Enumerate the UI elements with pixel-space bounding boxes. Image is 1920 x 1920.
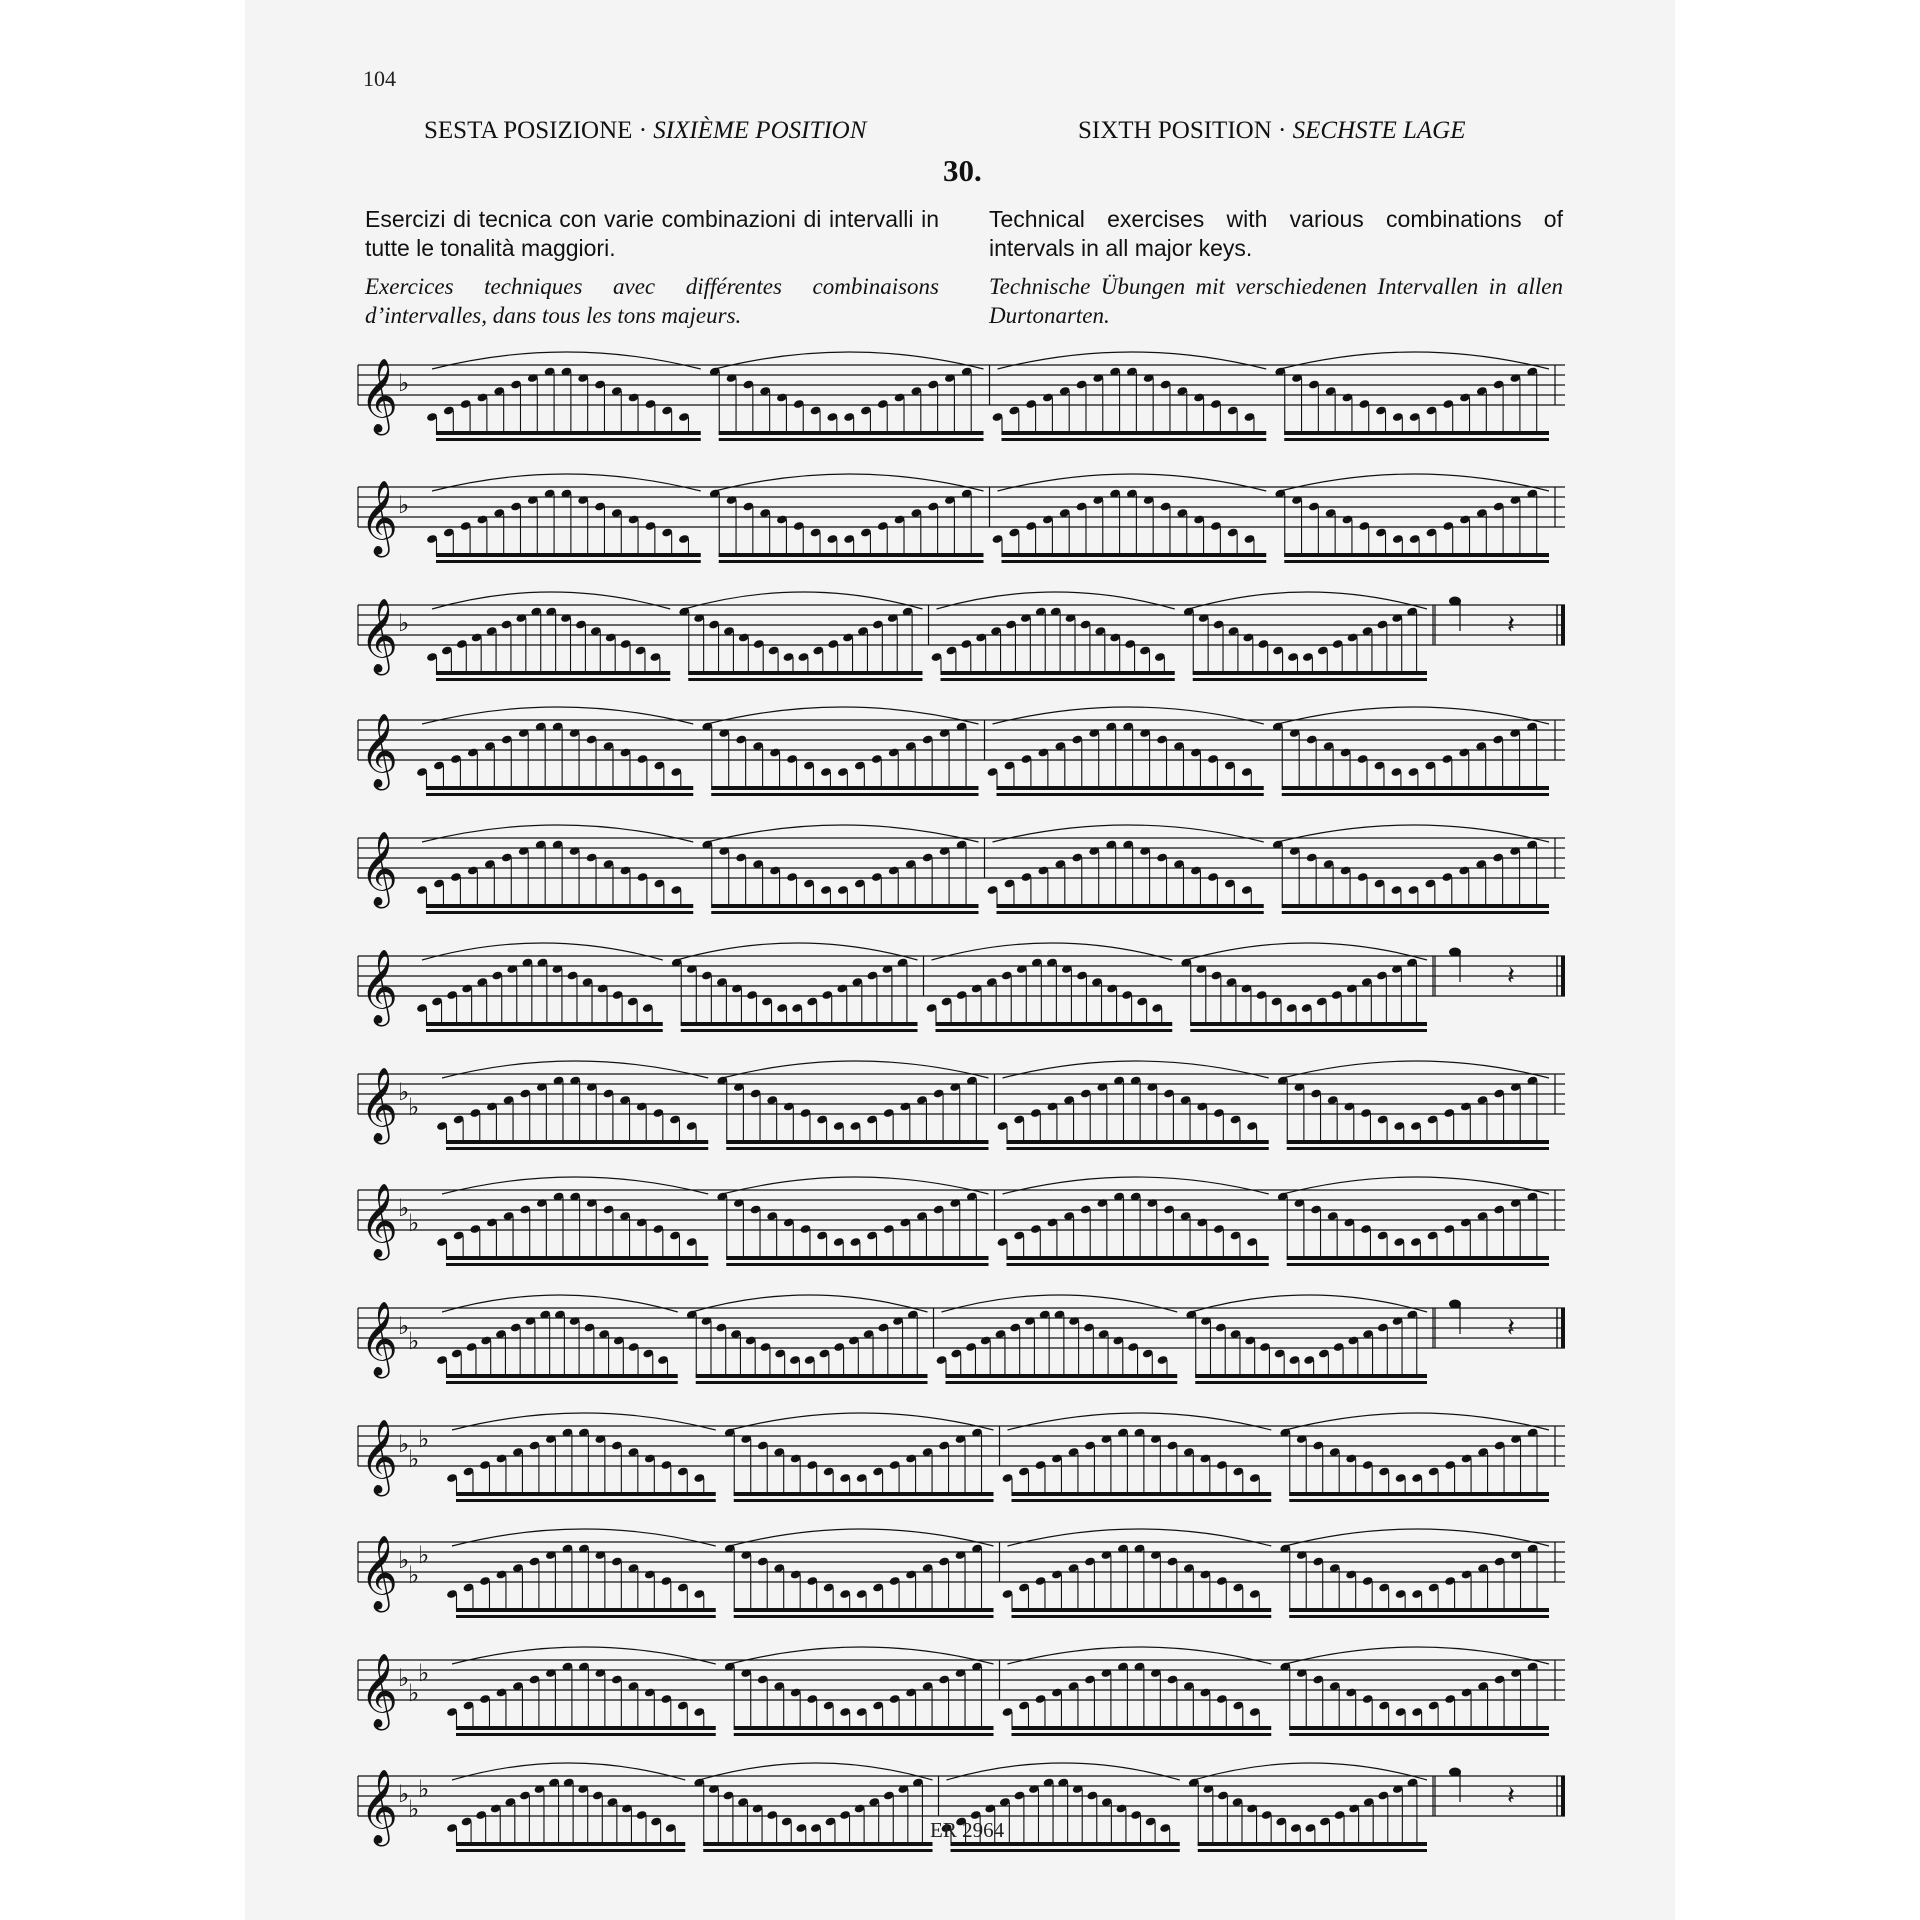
beam: [456, 1499, 716, 1502]
slur: [432, 474, 701, 491]
beam: [426, 904, 693, 908]
beam: [1287, 1263, 1549, 1266]
beam: [711, 904, 978, 908]
beam: [446, 1263, 708, 1266]
treble-clef-icon: 𝄞: [360, 950, 398, 1024]
beam: [446, 1374, 678, 1378]
flat-icon: ♭: [398, 1664, 410, 1692]
slur: [677, 943, 918, 960]
beam: [1012, 1615, 1272, 1618]
flat-icon: ♭: [418, 1775, 430, 1803]
flat-icon: ♭: [408, 1209, 420, 1237]
beam: [726, 1263, 988, 1266]
slur: [730, 1647, 994, 1664]
final-barline-thick: [1561, 605, 1565, 645]
exercise-number: 30.: [943, 153, 982, 188]
beam: [1190, 1022, 1427, 1026]
beam: [696, 1374, 928, 1378]
flat-icon: ♭: [398, 491, 410, 519]
slur: [1008, 1529, 1272, 1546]
slur: [1278, 707, 1549, 724]
beam: [1289, 1615, 1549, 1618]
beam: [734, 1726, 994, 1730]
footer-code: ER 2964: [930, 1818, 1005, 1842]
treble-clef-icon: 𝄞: [360, 481, 398, 555]
slur: [684, 592, 922, 609]
beam: [719, 431, 984, 435]
beam: [436, 671, 670, 675]
beam: [446, 1256, 708, 1260]
description-french: Exercices techniques avec différentes combinaisons d’intervalles, dans tous les tons majeurs.: [365, 274, 939, 328]
slur: [452, 1763, 685, 1780]
slur: [707, 707, 978, 724]
treble-clef-icon: 𝄞: [360, 832, 398, 906]
beam: [1012, 1608, 1272, 1612]
beam: [1007, 1263, 1269, 1266]
slur: [452, 1413, 716, 1430]
slur: [442, 1295, 678, 1312]
slur: [993, 707, 1264, 724]
beam: [1002, 431, 1267, 435]
beam: [936, 1029, 1173, 1032]
slur: [699, 1763, 932, 1780]
slur: [993, 825, 1264, 842]
beam: [1287, 1256, 1549, 1260]
beam: [1282, 793, 1549, 796]
slur: [1285, 1529, 1549, 1546]
beam: [711, 786, 978, 790]
quarter-rest-icon: 𝄽: [1507, 1313, 1515, 1343]
beam: [1190, 1029, 1427, 1032]
slur: [730, 1529, 994, 1546]
slur: [452, 1529, 716, 1546]
final-barline-thick: [1561, 1308, 1565, 1348]
treble-clef-icon: 𝄞: [360, 1420, 398, 1494]
beam: [1282, 911, 1549, 914]
slur: [715, 352, 984, 369]
heading-separator: ·: [1271, 117, 1293, 144]
beam: [456, 1842, 685, 1846]
slur: [730, 1413, 994, 1430]
beam: [456, 1733, 716, 1736]
treble-clef-icon: 𝄞: [360, 599, 398, 673]
slur: [1285, 1647, 1549, 1664]
quarter-rest-icon: 𝄽: [1507, 961, 1515, 991]
quarter-rest-icon: 𝄽: [1507, 610, 1515, 640]
beam: [436, 678, 670, 681]
slur: [1194, 1763, 1427, 1780]
beam: [1002, 560, 1267, 563]
slur: [452, 1647, 716, 1664]
beam: [734, 1492, 994, 1496]
beam: [734, 1733, 994, 1736]
beam: [941, 678, 1175, 681]
flat-icon: ♭: [398, 369, 410, 397]
beam: [1007, 1147, 1269, 1150]
beam: [946, 1381, 1178, 1384]
heading-separator: ·: [632, 117, 654, 144]
flat-icon: ♭: [398, 1780, 410, 1808]
beam: [426, 1022, 663, 1026]
beam: [1282, 904, 1549, 908]
slur: [1003, 1061, 1269, 1078]
beam: [456, 1608, 716, 1612]
beam: [456, 1615, 716, 1618]
beam: [1012, 1726, 1272, 1730]
slur: [432, 592, 670, 609]
beam: [1289, 1492, 1549, 1496]
beam: [711, 793, 978, 796]
quarter-rest-icon: 𝄽: [1507, 1781, 1515, 1811]
beam: [719, 438, 984, 441]
slur: [947, 1763, 1180, 1780]
slur: [1283, 1177, 1549, 1194]
beam: [436, 560, 701, 563]
beam: [681, 1029, 918, 1032]
slur: [722, 1177, 988, 1194]
beam: [1198, 1842, 1427, 1846]
slur: [422, 825, 693, 842]
final-note-head: [1449, 597, 1461, 606]
slur: [1278, 825, 1549, 842]
treble-clef-icon: 𝄞: [360, 1654, 398, 1728]
beam: [951, 1849, 1180, 1852]
treble-clef-icon: 𝄞: [360, 714, 398, 788]
beam: [1282, 786, 1549, 790]
treble-clef-icon: 𝄞: [360, 1184, 398, 1258]
slur: [1008, 1647, 1272, 1664]
slur: [932, 943, 1173, 960]
slur: [942, 1295, 1178, 1312]
beam: [1012, 1733, 1272, 1736]
beam: [726, 1147, 988, 1150]
beam: [1289, 1726, 1549, 1730]
final-note-head: [1449, 1768, 1461, 1777]
beam: [1289, 1733, 1549, 1736]
beam: [1195, 1381, 1427, 1384]
slur: [1186, 943, 1427, 960]
treble-clef-icon: 𝄞: [360, 359, 398, 433]
flat-icon: ♭: [398, 1194, 410, 1222]
beam: [1284, 438, 1549, 441]
flat-icon: ♭: [398, 609, 410, 637]
flat-icon: ♭: [418, 1659, 430, 1687]
beam: [1287, 1147, 1549, 1150]
slur: [1280, 474, 1549, 491]
flat-icon: ♭: [408, 1445, 420, 1473]
beam: [426, 911, 693, 914]
flat-icon: ♭: [398, 1078, 410, 1106]
treble-clef-icon: 𝄞: [360, 1068, 398, 1142]
beam: [1289, 1499, 1549, 1502]
beam: [436, 553, 701, 557]
heading-german: SECHSTE LAGE: [1292, 117, 1466, 144]
flat-icon: ♭: [398, 1546, 410, 1574]
slur: [422, 943, 663, 960]
beam: [997, 793, 1264, 796]
flat-icon: ♭: [408, 1795, 420, 1823]
beam: [1284, 553, 1549, 557]
slur: [1008, 1413, 1272, 1430]
beam: [426, 793, 693, 796]
treble-clef-icon: 𝄞: [360, 1536, 398, 1610]
beam: [1007, 1140, 1269, 1144]
beam: [711, 911, 978, 914]
slur: [707, 825, 978, 842]
beam: [997, 786, 1264, 790]
slur: [937, 592, 1175, 609]
flat-icon: ♭: [408, 1561, 420, 1589]
beam: [696, 1381, 928, 1384]
beam: [997, 904, 1264, 908]
beam: [734, 1499, 994, 1502]
beam: [426, 786, 693, 790]
slur: [1280, 352, 1549, 369]
slur: [1003, 1177, 1269, 1194]
beam: [1012, 1499, 1272, 1502]
slur: [1191, 1295, 1427, 1312]
beam: [446, 1381, 678, 1384]
slur: [722, 1061, 988, 1078]
beam: [1012, 1492, 1272, 1496]
flat-icon: ♭: [408, 1327, 420, 1355]
beam: [456, 1492, 716, 1496]
flat-icon: ♭: [418, 1425, 430, 1453]
heading-english: SIXTH POSITION: [1078, 117, 1272, 144]
beam: [941, 671, 1175, 675]
page-number: 104: [363, 66, 396, 91]
slur: [1283, 1061, 1549, 1078]
beam: [726, 1256, 988, 1260]
beam: [719, 553, 984, 557]
flat-icon: ♭: [398, 1312, 410, 1340]
beam: [1002, 553, 1267, 557]
heading-french: SIXIÈME POSITION: [653, 117, 867, 144]
description-english: Technical exercises with various combinations of intervals in all major keys.: [989, 206, 1563, 261]
slur: [998, 352, 1267, 369]
treble-clef-icon: 𝄞: [360, 1302, 398, 1376]
beam: [456, 1849, 685, 1852]
slur: [422, 707, 693, 724]
flat-icon: ♭: [418, 1541, 430, 1569]
slur: [715, 474, 984, 491]
beam: [1007, 1256, 1269, 1260]
beam: [734, 1615, 994, 1618]
beam: [1284, 431, 1549, 435]
treble-clef-icon: 𝄞: [360, 1770, 398, 1844]
beam: [1284, 560, 1549, 563]
flat-icon: ♭: [398, 1430, 410, 1458]
beam: [1002, 438, 1267, 441]
beam: [1193, 671, 1427, 675]
beam: [1198, 1849, 1427, 1852]
beam: [681, 1022, 918, 1026]
slur: [442, 1177, 708, 1194]
final-barline-thick: [1561, 956, 1565, 996]
beam: [446, 1147, 708, 1150]
beam: [1195, 1374, 1427, 1378]
description-italian: Esercizi di tecnica con varie combinazioni di intervalli in tutte le tonalità maggiori.: [365, 206, 939, 261]
beam: [436, 438, 701, 441]
beam: [726, 1140, 988, 1144]
slur: [432, 352, 701, 369]
flat-icon: ♭: [408, 1093, 420, 1121]
beam: [1287, 1140, 1549, 1144]
beam: [456, 1726, 716, 1730]
slur: [998, 474, 1267, 491]
slur: [692, 1295, 928, 1312]
beam: [1289, 1608, 1549, 1612]
beam: [936, 1022, 1173, 1026]
slur: [442, 1061, 708, 1078]
beam: [703, 1849, 932, 1852]
final-note-head: [1449, 1300, 1461, 1309]
beam: [446, 1140, 708, 1144]
beam: [688, 678, 922, 681]
beam: [734, 1608, 994, 1612]
beam: [946, 1374, 1178, 1378]
beam: [1193, 678, 1427, 681]
description-german: Technische Übungen mit verschiedenen Intervallen in allen Durtonarten.: [989, 274, 1563, 328]
heading-italian: SESTA POSIZIONE: [424, 117, 633, 144]
beam: [436, 431, 701, 435]
beam: [426, 1029, 663, 1032]
slur: [1189, 592, 1427, 609]
flat-icon: ♭: [408, 1679, 420, 1707]
beam: [997, 911, 1264, 914]
final-barline-thick: [1561, 1776, 1565, 1816]
beam: [719, 560, 984, 563]
final-note-head: [1449, 948, 1461, 957]
slur: [1285, 1413, 1549, 1430]
beam: [703, 1842, 932, 1846]
beam: [688, 671, 922, 675]
